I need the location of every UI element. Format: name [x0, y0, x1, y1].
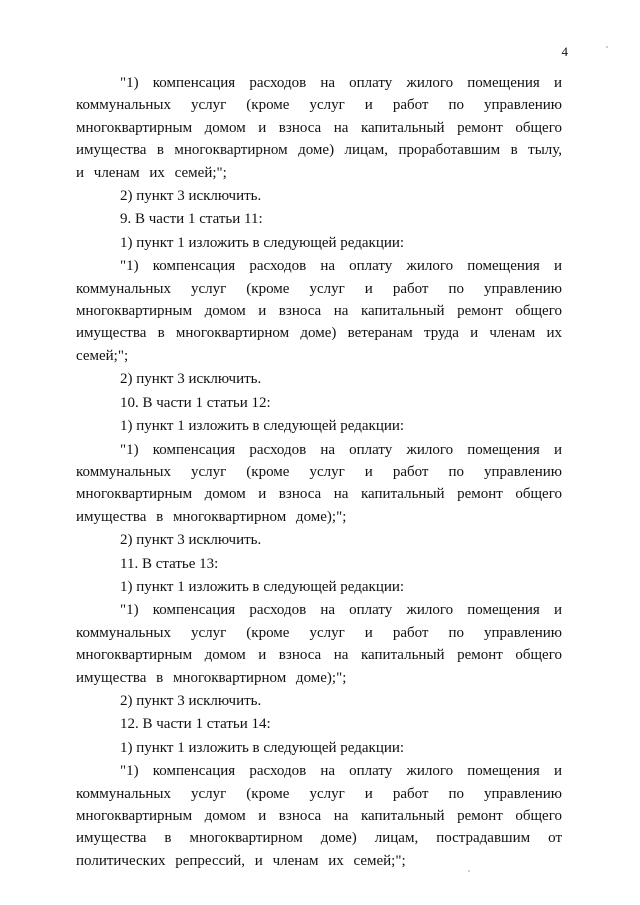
- paragraph-article-heading: 9. В части 1 статьи 11:: [120, 211, 263, 228]
- paragraph-amendment-quote: "1) компенсация расходов на оплату жилого помещения и коммунальных услуг (кроме услуг и работ по управлению многоквартирным домом и взноса на капитальный ремонт общего имущества в многоквартирном доме) ветеранам труда и членам их семей;";: [76, 258, 562, 364]
- paragraph-amend-instruction: 1) пункт 1 изложить в следующей редакции:: [120, 578, 405, 595]
- document-body: [76, 72, 562, 873]
- paragraph-amendment-quote: "1) компенсация расходов на оплату жилого помещения и коммунальных услуг (кроме услуг и работ по управлению многоквартирным домом и взноса на капитальный ремонт общего имущества в многоквартирном доме);";: [76, 441, 562, 525]
- scan-speck: [606, 46, 608, 48]
- paragraph-amendment-quote: "1) компенсация расходов на оплату жилого помещения и коммунальных услуг (кроме услуг и работ по управлению многоквартирным домом и взноса на капитальный ремонт общего имущества в многоквартирном доме) лицам, проработавшим в тылу, и членам их семей;";: [76, 75, 562, 181]
- paragraph-exclude-point: 2) пункт 3 исключить.: [120, 371, 262, 388]
- paragraph-amend-instruction: 1) пункт 1 изложить в следующей редакции:: [120, 234, 405, 251]
- page-number: 4: [561, 44, 568, 59]
- paragraph-article-heading: 12. В части 1 статьи 14:: [120, 716, 271, 733]
- paragraph-exclude-point: 2) пункт 3 исключить.: [120, 188, 262, 205]
- paragraph-amend-instruction: 1) пункт 1 изложить в следующей редакции:: [120, 418, 405, 435]
- paragraph-exclude-point: 2) пункт 3 исключить.: [120, 692, 262, 709]
- paragraph-article-heading: 10. В части 1 статьи 12:: [120, 394, 271, 411]
- paragraph-article-heading: 11. В статье 13:: [120, 555, 219, 572]
- paragraph-amendment-quote: "1) компенсация расходов на оплату жилого помещения и коммунальных услуг (кроме услуг и работ по управлению многоквартирным домом и взноса на капитальный ремонт общего имущества в многоквартирном доме) лицам, пострадавшим от политических репрессий, и членам их семей;";: [76, 763, 562, 869]
- paragraph-amend-instruction: 1) пункт 1 изложить в следующей редакции:: [120, 739, 405, 756]
- paragraph-exclude-point: 2) пункт 3 исключить.: [120, 532, 262, 549]
- paragraph-amendment-quote: "1) компенсация расходов на оплату жилого помещения и коммунальных услуг (кроме услуг и работ по управлению многоквартирным домом и взноса на капитальный ремонт общего имущества в многоквартирном доме);";: [76, 602, 562, 686]
